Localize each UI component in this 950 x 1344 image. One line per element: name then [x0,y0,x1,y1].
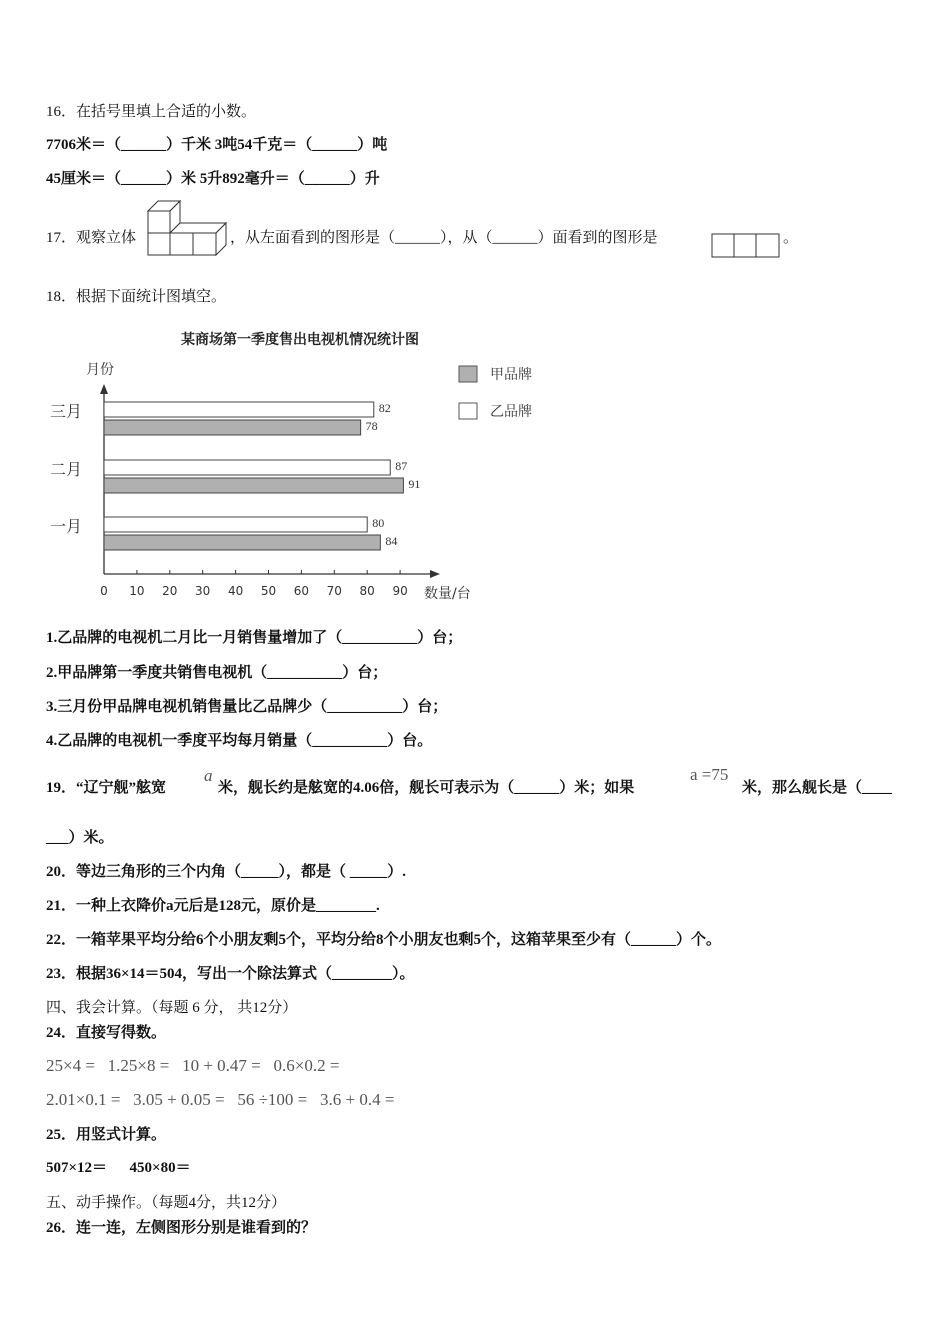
bar [104,460,390,475]
q17-middle: ，从左面看到的图形是（______），从（______）面看到的图形是 [230,230,658,246]
q24-row1: 25×4 = 1.25×8 = 10 + 0.47 = 0.6×0.2 = [46,1056,340,1075]
bar-value-label: 84 [385,534,398,548]
x-tick-label: 50 [260,584,277,598]
bar [104,420,361,435]
bar-value-label: 78 [365,419,378,433]
q18-sub3: 3.三月份甲品牌电视机销售量比乙品牌少（__________）台； [46,699,448,715]
bar [104,402,374,417]
legend-label-jia: 甲品牌 [490,367,532,383]
category-label: 三月 [50,402,83,421]
q19-part2: 米，舰长约是舷宽的4.06倍，舰长可表示为（______）米；如果 [218,780,635,796]
bar-value-label: 91 [408,477,421,491]
q19-part3: 米，那么舰长是（____ [742,780,893,796]
sales-bar-chart [46,322,546,612]
category-label: 二月 [50,460,83,479]
q17-before: 17．观察立体 [46,230,137,246]
q25-row: 507×12＝ 450×80＝ [46,1160,191,1176]
x-tick-label: 40 [227,584,244,598]
x-tick-label: 60 [293,584,310,598]
q16-line2: 45厘米＝（______）米 5升892毫升＝（______）升 [46,171,380,187]
x-axis-arrow [430,570,440,578]
q19-continuation: ___）米。 [46,830,114,846]
q21: 21．一种上衣降价a元后是128元，原价是________. [46,898,380,914]
q19-condition: a =75 [690,765,729,784]
x-tick-label: 30 [195,584,211,598]
q16-title: 16．在括号里填上合适的小数。 [46,104,257,120]
x-tick-label: 90 [392,584,408,598]
legend-swatch-yi [459,403,477,419]
x-tick-label: 0 [100,584,108,598]
x-tick-label: 70 [326,584,342,598]
bar-value-label: 87 [395,459,408,473]
bar-value-label: 82 [378,401,391,415]
q26: 26．连一连，左侧图形分别是谁看到的？ [46,1220,317,1236]
q18-sub4: 4.乙品牌的电视机一季度平均每月销量（__________）台。 [46,733,433,749]
q19-var-a: a [204,766,213,785]
cube-solid-figure [146,199,230,259]
x-tick-label: 20 [162,584,178,598]
y-axis-arrow [100,384,108,394]
q19-part1: 19．“辽宁舰”舷宽 [46,780,167,796]
bar-value-label: 80 [372,516,385,530]
bar [104,535,380,550]
category-label: 一月 [50,517,83,536]
legend-label-yi: 乙品牌 [490,404,532,420]
bar [104,478,403,493]
section-4-title: 四、我会计算。（每题 6 分， 共12分） [46,1000,298,1016]
chart-ylabel: 月份 [86,362,114,378]
q23: 23．根据36×14＝504，写出一个除法算式（________）。 [46,966,415,982]
q24-row2: 2.01×0.1 = 3.05 + 0.05 = 56 ÷100 = 3.6 + 0.4 = [46,1090,395,1109]
q20: 20．等边三角形的三个内角（_____），都是（ _____）. [46,864,407,880]
section-5-title: 五、动手操作。（每题4分，共12分） [46,1195,287,1211]
bar [104,517,367,532]
three-squares-view [711,233,781,259]
q22: 22．一箱苹果平均分给6个小朋友剩5个，平均分给8个小朋友也剩5个，这箱苹果至少有（______）个。 [46,932,722,948]
legend-swatch-jia [459,366,477,382]
q18-title: 18．根据下面统计图填空。 [46,289,227,305]
chart-title: 某商场第一季度售出电视机情况统计图 [181,332,419,348]
x-tick-label: 10 [129,584,145,598]
q18-sub1: 1.乙品牌的电视机二月比一月销售量增加了（__________）台； [46,630,463,646]
x-tick-label: 80 [359,584,375,598]
q18-sub2: 2.甲品牌第一季度共销售电视机（__________）台； [46,665,388,681]
q16-line1: 7706米＝（______）千米 3吨54千克＝（______）吨 [46,137,388,153]
q17-end: 。 [783,230,799,246]
chart-xlabel: 数量/台 [424,586,471,602]
q25-title: 25．用竖式计算。 [46,1127,167,1143]
q24-title: 24．直接写得数。 [46,1025,167,1041]
